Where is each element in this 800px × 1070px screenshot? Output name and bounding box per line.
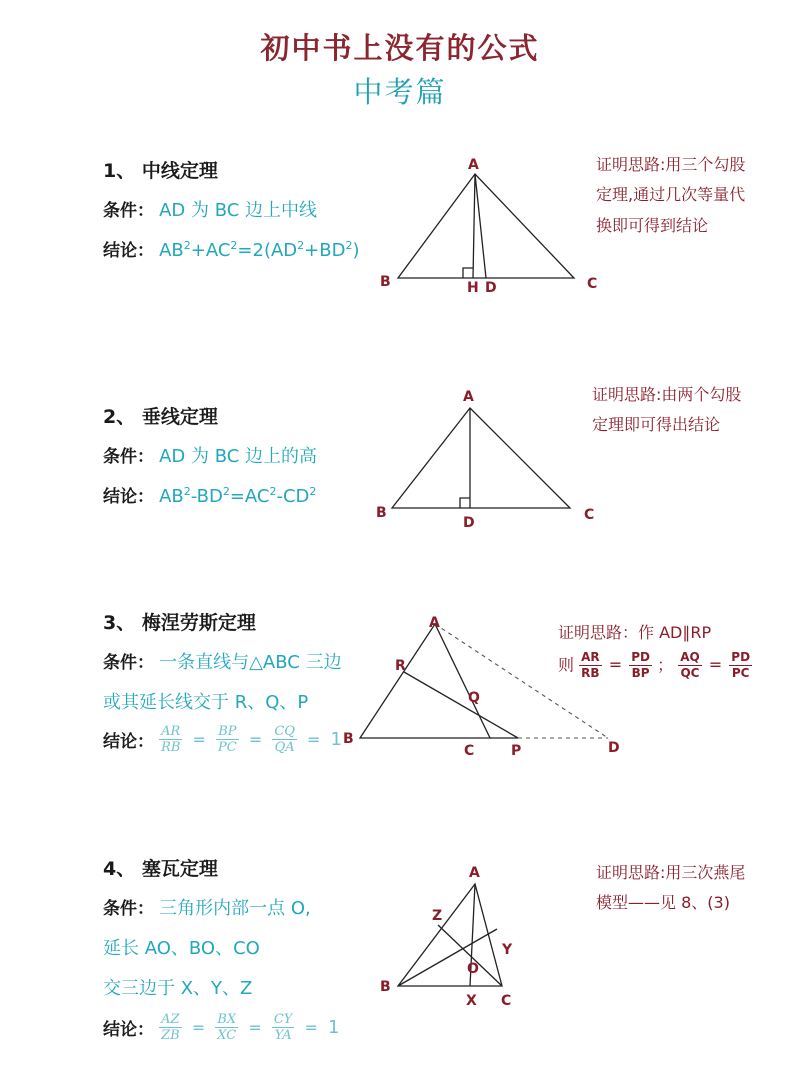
point-r-label: R <box>395 658 406 674</box>
transversal-rp <box>404 672 518 738</box>
point-b-label: B <box>380 979 391 995</box>
point-o-label: O <box>467 961 479 977</box>
condition-text-line-1: 一条直线与△ABC 三边 <box>159 652 342 673</box>
condition-label: 条件： <box>103 899 154 919</box>
ceva-diagram <box>370 860 530 1020</box>
section-4-condition <box>103 894 311 920</box>
median-ad <box>475 174 486 278</box>
fraction-bp-pc: $\frac{BP}{PC}$ <box>218 724 237 755</box>
section-4-heading: 4、 塞瓦定理 <box>103 858 218 880</box>
section-3-proof: 证明思路：作 AD∥RP 则 $\frac{AR}{RB}$ = $\frac{PD}{BP}$ ； $\frac{AQ}{QC}$ = $\frac{PD}{PC}$ <box>558 623 751 680</box>
point-h-label: H <box>467 280 479 296</box>
cevian-by <box>398 929 497 986</box>
section-1-proof: 证明思路:用三个勾股 定理,通过几次等量代 换即可得到结论 <box>596 155 746 235</box>
section-2-heading: 2、 垂线定理 <box>103 406 218 428</box>
altitude-triangle-diagram <box>370 382 610 532</box>
point-d-label: D <box>485 280 497 296</box>
condition-text-line-2: 延长 AO、BO、CO <box>103 938 260 959</box>
point-p-label: P <box>511 743 522 759</box>
proof-fraction-aq-qc: $\frac{AQ}{QC}$ <box>680 649 700 680</box>
section-1-conclusion <box>103 236 359 261</box>
proof-fraction-pd-bp: $\frac{PD}{BP}$ <box>631 649 650 680</box>
median-triangle-diagram <box>370 150 610 300</box>
section-1-heading: 1、 中线定理 <box>103 160 218 182</box>
point-z-label: Z <box>432 908 443 924</box>
fraction-bx-xc: $\frac{BX}{XC}$ <box>217 1012 237 1043</box>
section-3-heading: 3、 梅涅劳斯定理 <box>103 612 256 634</box>
section-2-conclusion <box>103 482 316 507</box>
point-x-label: X <box>466 993 477 1009</box>
conclusion-label: 结论： <box>103 241 154 261</box>
point-d-label: D <box>463 515 475 531</box>
condition-text: AD 为 BC 边上的高 <box>159 446 318 467</box>
condition-text-line-2: 或其延长线交于 R、Q、P <box>103 692 309 713</box>
triangle-abc <box>392 408 570 508</box>
section-4-proof: 证明思路:用三次燕尾 模型——见 8、(3) <box>596 863 746 913</box>
right-angle-mark <box>460 498 470 508</box>
triangle-abc <box>360 624 490 738</box>
point-b-label: B <box>376 505 387 521</box>
conclusion-formula: $AB^2-BD^2=AC^2-CD^2$ <box>159 485 317 507</box>
right-angle-mark <box>463 268 473 278</box>
condition-label: 条件： <box>103 447 154 467</box>
point-c-label: C <box>464 743 475 759</box>
condition-label: 条件： <box>103 653 154 673</box>
condition-label: 条件： <box>103 201 154 221</box>
conclusion-formula: $AB^2+AC^2=2(AD^2+BD^2)$ <box>159 239 360 261</box>
conclusion-result: 1 <box>330 729 342 750</box>
point-c-label: C <box>584 507 595 523</box>
condition-text-line-1: 三角形内部一点 O, <box>159 898 311 919</box>
point-b-label: B <box>343 731 354 747</box>
point-d-label: D <box>608 740 620 756</box>
point-c-label: C <box>501 993 512 1009</box>
conclusion-result: 1 <box>327 1017 340 1038</box>
point-a-label: A <box>469 865 480 881</box>
altitude-ah <box>473 174 475 278</box>
page-title: 初中书上没有的公式 <box>260 31 540 65</box>
proof-fraction-pd-pc: $\frac{PD}{PC}$ <box>731 649 751 680</box>
fraction-cy-ya: $\frac{CY}{YA}$ <box>273 1012 293 1043</box>
section-3-condition <box>103 648 342 674</box>
fraction-az-zb: $\frac{AZ}{ZB}$ <box>161 1012 180 1043</box>
fraction-ar-rb: $\frac{AR}{RB}$ <box>161 724 181 755</box>
condition-text-line-3: 交三边于 X、Y、Z <box>103 978 253 999</box>
point-a-label: A <box>463 389 474 405</box>
point-y-label: Y <box>502 942 513 958</box>
triangle-abc <box>398 174 574 278</box>
point-b-label: B <box>380 274 391 290</box>
point-c-label: C <box>587 276 598 292</box>
section-3-conclusion: 结论： $\frac{AR}{RB}$ = $\frac{BP}{PC}$ = $\frac{CQ}{QA}$ = 1 <box>103 724 342 755</box>
point-a-label: A <box>429 615 440 631</box>
section-2-condition <box>103 442 317 468</box>
condition-text: AD 为 BC 边上中线 <box>159 200 318 221</box>
proof-fraction-ar-rb: $\frac{AR}{RB}$ <box>581 649 600 680</box>
fraction-cq-qa: $\frac{CQ}{QA}$ <box>274 724 295 755</box>
conclusion-label: 结论： <box>103 732 154 752</box>
page-subtitle: 中考篇 <box>353 75 447 109</box>
conclusion-label: 结论： <box>103 1020 154 1040</box>
point-a-label: A <box>468 157 479 173</box>
section-4-conclusion: 结论： $\frac{AZ}{ZB}$ = $\frac{BX}{XC}$ = $\frac{CY}{YA}$ = 1 <box>103 1012 340 1043</box>
point-q-label: Q <box>468 690 480 706</box>
section-1-condition <box>103 196 317 222</box>
conclusion-label: 结论： <box>103 487 154 507</box>
section-2-proof: 证明思路:由两个勾股 定理即可得出结论 <box>592 385 742 435</box>
